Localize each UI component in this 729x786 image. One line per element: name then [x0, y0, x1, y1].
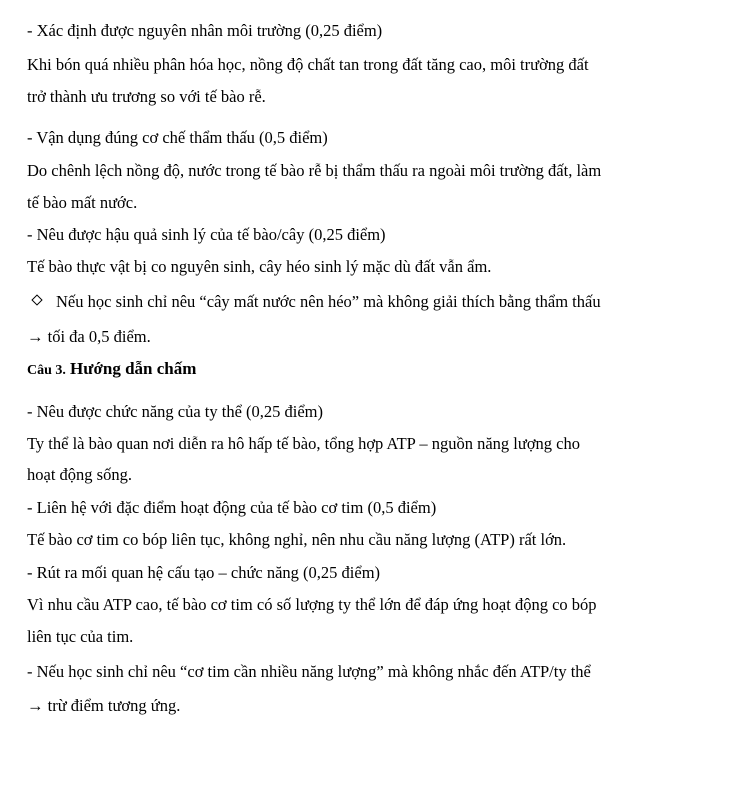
- explanation-line: Khi bón quá nhiều phân hóa học, nồng độ chất tan trong đất tăng cao, môi trường đất: [27, 55, 589, 74]
- explanation-line: trở thành ưu trương so với tế bào rễ.: [27, 87, 266, 106]
- note-line: - Nếu học sinh chỉ nêu “cơ tim cần nhiều năng lượng” mà không nhắc đến ATP/ty thể: [27, 662, 591, 681]
- note-line: Nếu học sinh chỉ nêu “cây mất nước nên héo” mà không giải thích bằng thẩm thấu: [56, 292, 601, 311]
- explanation-line: hoạt động sống.: [27, 465, 132, 484]
- criterion-line: - Rút ra mối quan hệ cấu tạo – chức năng (0,25 điểm): [27, 563, 381, 582]
- explanation-line: liên tục của tim.: [27, 627, 134, 646]
- criterion-line: - Nêu được chức năng của ty thể (0,25 điểm): [27, 402, 324, 421]
- criterion-line: - Vận dụng đúng cơ chế thẩm thấu (0,5 điểm): [27, 128, 328, 147]
- heading-prefix: Câu 3.: [27, 363, 66, 378]
- explanation-line: Tế bào cơ tim co bóp liên tục, không nghỉ, nên nhu cầu năng lượng (ATP) rất lớn.: [27, 530, 567, 549]
- explanation-line: Tế bào thực vật bị co nguyên sinh, cây héo sinh lý mặc dù đất vẫn ẩm.: [27, 257, 492, 276]
- note-line: → tối đa 0,5 điểm.: [27, 327, 151, 346]
- section-heading: [27, 359, 196, 381]
- diamond-bullet-icon: [31, 294, 42, 305]
- explanation-line: Ty thể là bào quan nơi diễn ra hô hấp tế bào, tổng hợp ATP – nguồn năng lượng cho: [27, 434, 581, 453]
- note-line: → trừ điểm tương ứng.: [27, 696, 181, 715]
- explanation-line: Vì nhu cầu ATP cao, tế bào cơ tim có số lượng ty thể lớn để đáp ứng hoạt động co bóp: [27, 595, 597, 614]
- criterion-line: - Liên hệ với đặc điểm hoạt động của tế bào cơ tim (0,5 điểm): [27, 498, 437, 517]
- criterion-line: - Xác định được nguyên nhân môi trường (0,25 điểm): [27, 21, 383, 40]
- explanation-line: tế bào mất nước.: [27, 193, 138, 212]
- heading-title: Hướng dẫn chấm: [70, 359, 197, 378]
- explanation-line: Do chênh lệch nồng độ, nước trong tế bào rễ bị thẩm thấu ra ngoài môi trường đất, làm: [27, 161, 602, 180]
- criterion-line: - Nêu được hậu quả sinh lý của tế bào/cây (0,25 điểm): [27, 225, 386, 244]
